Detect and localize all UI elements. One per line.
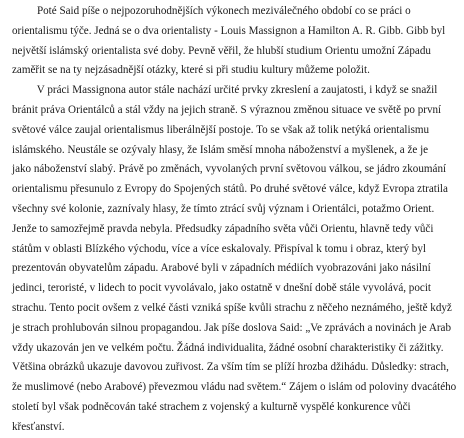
text-line: bránit práva Orientálců a stál vždy na jejich straně. S výraznou změnou situace ve světě po první	[12, 103, 442, 116]
text-line: století byl však podněcován také strachem z vojenský a kulturně vyspělé konkurence vůči	[12, 400, 411, 413]
text-line: křesťanství.	[12, 420, 65, 433]
text-line: strachu. Tento pocit ovšem z velké části vzniká spíše kvůli strachu z něčeho neznámého, ještě když	[12, 301, 452, 314]
text-line: islámského. Neustále se ozývaly hlasy, že Islám směsí mnoha náboženství a myšlenek, a že je	[12, 143, 429, 156]
text-line: orientalismu týče. Jedná se o dva orientalisty - Louis Massignon a Hamilton A. R. Gibb. Gibb byl	[12, 24, 446, 37]
text-line: V práci Massignona autor stále nachází určité prvky zkreslení a zaujatosti, i když se snažil	[12, 84, 438, 97]
text-line: Jenže to samozřejmě pravda nebyla. Předsudky západního světa vůči Orientu, hlavně tedy vůči	[12, 222, 434, 235]
text-line: jako náboženství slabý. Právě po změnách, vyvolaných první světovou válkou, se jádro zkoumání	[12, 163, 447, 176]
text-line: vždy ukazován jen ve velkém počtu. Žádná individualita, žádné osobní charakteristiky či zážitky.	[12, 341, 444, 354]
text-line: je strach prohlubován silnou propagandou. Jak píše doslova Said: „Ve zprávách a novinách je Arab	[12, 321, 452, 334]
text-line: všechny své kolonie, zaznívaly hlasy, že tímto ztrácí svůj význam i Orientálci, potažmo Orient.	[12, 202, 435, 215]
paragraph-1	[12, 2, 458, 81]
text-line: Poté Said píše o nejpozoruhodnějších výkonech meziválečného období co se práci o	[12, 5, 411, 17]
text-line: zaměřit se na ty nejzásadnější otázky, které si při studiu kultury můžeme položit.	[12, 64, 370, 77]
text-line: orientalismu přesunulo z Evropy do Spojených států. Po druhé světové válce, když Evropa ztratila	[12, 183, 448, 196]
text-line: státům v oblasti Blízkého východu, více a více eskalovaly. Přispíval k tomu i obraz, který byl	[12, 242, 426, 255]
text-line: jedinci, teroristé, v lidech to pocit vyvolávalo, jako ostatně v dnešní době stále vyvolává, pocit	[12, 282, 431, 295]
text-line: Většina obrázků ukazuje davovou zuřivost. Za vším tím se plíží hrozba džihádu. Důsledky: strach,	[12, 361, 449, 374]
paragraph-2	[12, 81, 458, 437]
text-line: největší islámský orientalista své doby. Pevně věřil, že hlubší studium Orientu umožní Západu	[12, 44, 431, 57]
text-line: světové válce zaujal orientalismus liberálnější postoje. To se však až tolik netýká orientalismu	[12, 123, 430, 136]
text-line: prezentován obyvatelům západu. Arabové byli v západních médiích vyobrazováni jako násilní	[12, 262, 431, 275]
text-line: že muslimové (nebo Arabové) převezmou vládu nad světem.“ Zájem o islám od poloviny dvacátého	[12, 381, 457, 394]
